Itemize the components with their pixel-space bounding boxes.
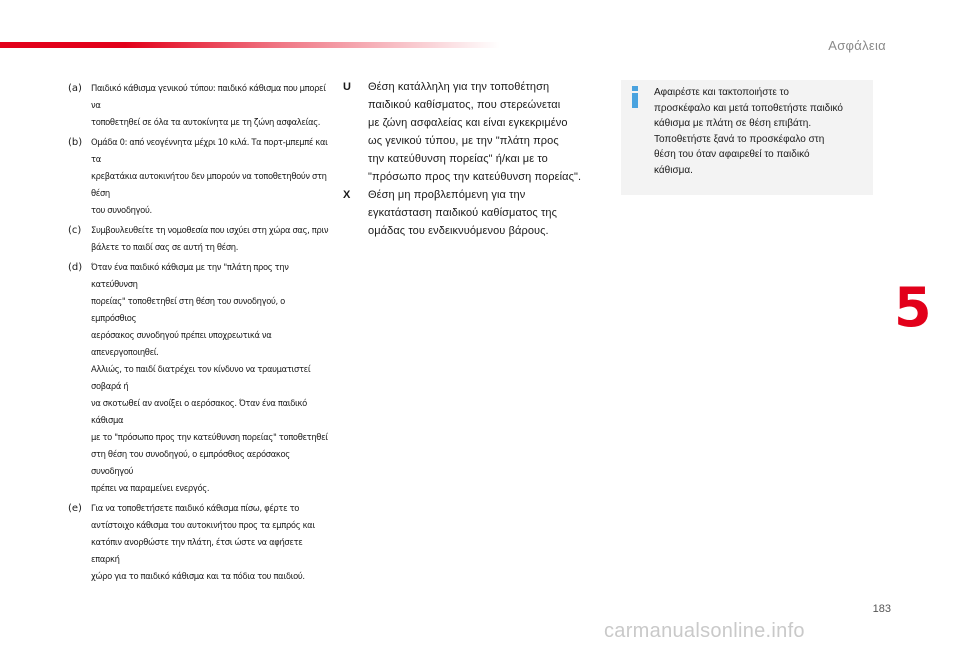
footnote-text: Όταν ένα παιδικό κάθισμα με την "πλάτη προς την κατεύθυνση πορείας" τοποθετηθεί στη θέση του συνοδηγού, ο εμπρόσθιος αερόσακος συνοδηγού πρέπει υποχρεωτικά να απενεργοποιηθεί. Αλλιώς, το παιδί διατρέχει τον κίνδυνο να τραυματιστεί σοβαρά ή να σκοτωθεί αν ανοίξει ο αερόσακος. Όταν ένα παιδικό κάθισμα με το "πρόσωπο προς την κατεύθυνση πορείας" τοποθετηθεί στη θέση του συνοδηγού, ο εμπρόσθιος αερόσακος συνοδηγού πρέπει να παραμείνει ενεργός. (91, 262, 328, 493)
footnote-text: Συμβουλευθείτε τη νομοθεσία που ισχύει στη χώρα σας, πριν βάλετε το παιδί σας σε αυτή τη θέση. (91, 225, 329, 252)
footnote-key: (a) (68, 83, 82, 94)
legend-text: Θέση μη προβλεπόμενη για την εγκατάσταση παιδικού καθίσματος της ομάδας του ενδεικνυόμενου βάρους. (368, 189, 558, 237)
footnote-item (68, 259, 332, 497)
legend-key: U (343, 81, 351, 93)
footnote-item (68, 222, 332, 256)
footnote-key: (e) (68, 503, 82, 514)
chapter-number: 5 (894, 276, 932, 339)
page-number: 183 (872, 603, 891, 615)
header-accent-bar (0, 42, 500, 48)
info-icon (629, 86, 641, 108)
legend-text: Θέση κατάλληλη για την τοποθέτηση παιδικού καθίσματος, που στερεώνεται με ζώνη ασφαλείας και είναι εγκεκριμένο ως γενικού τύπου, με την "πλάτη προς την κατεύθυνση πορείας" ή/και με το "πρόσωπο προς την κατεύθυνση πορείας". (368, 81, 582, 183)
legend-list (343, 78, 608, 240)
footnote-text: Για να τοποθετήσετε παιδικό κάθισμα πίσω, φέρτε το αντίστοιχο κάθισμα του αυτοκινήτου προς τα εμπρός και κατόπιν ανορθώστε την πλάτη, έτσι ώστε να αφήσετε επαρκή χώρο για το παιδικό κάθισμα και τα πόδια του παιδιού. (91, 503, 315, 581)
footnotes-list (68, 80, 332, 588)
legend-item-x (343, 186, 608, 240)
section-title: Ασφάλεια (828, 38, 886, 53)
legend-item-u (343, 78, 608, 186)
legend-key: X (343, 189, 351, 201)
info-text: Αφαιρέστε και τακτοποιήστε το προσκέφαλο και μετά τοποθετήστε παιδικό κάθισμα με πλάτη σε θέση επιβάτη. Τοποθετήστε ξανά το προσκέφαλο στη θέση του όταν αφαιρεθεί το παιδικό κάθισμα. (654, 87, 843, 176)
footnote-key: (b) (68, 137, 83, 148)
footnote-item (68, 500, 332, 585)
footnote-key: (c) (68, 225, 82, 236)
footnote-text: Ομάδα 0: από νεογέννητα μέχρι 10 κιλά. Τα πορτ-μπεμπέ και τα κρεβατάκια αυτοκινήτου δεν μπορούν να τοποθετηθούν στη θέση του συνοδηγού. (91, 137, 328, 215)
footnote-item (68, 80, 332, 131)
watermark[interactable]: carmanualsonline.info (604, 620, 805, 642)
info-box (621, 80, 873, 195)
footnote-text: Παιδικό κάθισμα γενικού τύπου: παιδικό κάθισμα που μπορεί να τοποθετηθεί σε όλα τα αυτοκίνητα με τη ζώνη ασφαλείας. (91, 83, 326, 127)
footnote-key: (d) (68, 262, 83, 273)
footnote-item (68, 134, 332, 219)
